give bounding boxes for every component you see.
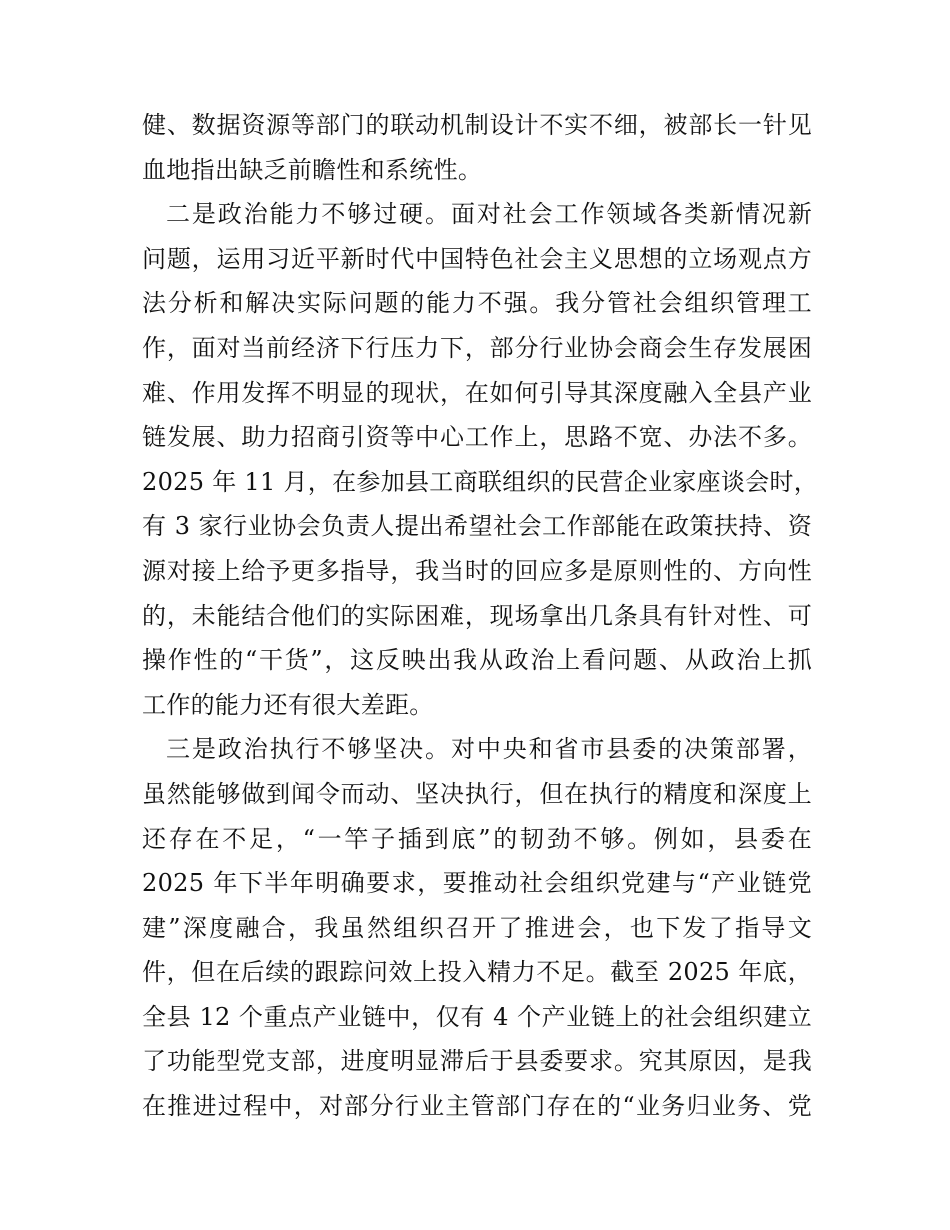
text-line: 源对接上给予更多指导，我当时的回应多是原则性的、方向性	[142, 556, 812, 585]
text-line: 了功能型党支部，进度明显滞后于县委要求。究其原因，是我	[142, 1047, 812, 1076]
text-line: 问题，运用习近平新时代中国特色社会主义思想的立场观点方	[142, 244, 812, 273]
text-line: 血地指出缺乏前瞻性和系统性。	[142, 155, 483, 184]
text-line: 难、作用发挥不明显的现状，在如何引导其深度融入全县产业	[142, 378, 812, 407]
text-line: 健、数据资源等部门的联动机制设计不实不细，被部长一针见	[142, 111, 812, 139]
text-line: 链发展、助力招商引资等中心工作上，思路不宽、办法不多。	[142, 423, 812, 452]
text-line: 2025 年 11 月，在参加县工商联组织的民营企业家座谈会时，	[142, 467, 819, 496]
text-line: 建”深度融合，我虽然组织召开了推进会，也下发了指导文	[142, 913, 812, 942]
body-text	[142, 103, 819, 1129]
paragraph-start-line: 二是政治能力不够过硬。面对社会工作领域各类新情况新	[166, 200, 812, 229]
text-line: 有 3 家行业协会负责人提出希望社会工作部能在政策扶持、资	[142, 512, 812, 541]
text-line: 在推进过程中，对部分行业主管部门存在的“业务归业务、党	[142, 1092, 812, 1121]
text-line: 虽然能够做到闻令而动、坚决执行，但在执行的精度和深度上	[142, 779, 812, 808]
text-line: 件，但在后续的跟踪问效上投入精力不足。截至 2025 年底，	[142, 958, 812, 987]
text-line: 2025 年下半年明确要求，要推动社会组织党建与“产业链党	[142, 869, 812, 898]
text-line: 作，面对当前经济下行压力下，部分行业协会商会生存发展困	[142, 333, 812, 362]
text-line: 还存在不足，“一竿子插到底”的韧劲不够。例如，县委在	[142, 824, 812, 853]
text-line: 全县 12 个重点产业链中，仅有 4 个产业链上的社会组织建立	[142, 1002, 812, 1031]
text-line: 操作性的“干货”，这反映出我从政治上看问题、从政治上抓	[142, 646, 812, 675]
text-line: 工作的能力还有很大差距。	[142, 690, 434, 719]
paragraph-start-line: 三是政治执行不够坚决。对中央和省市县委的决策部署，	[166, 735, 812, 764]
text-line: 的，未能结合他们的实际困难，现场拿出几条具有针对性、可	[142, 601, 812, 630]
text-line: 法分析和解决实际问题的能力不强。我分管社会组织管理工	[142, 289, 812, 318]
